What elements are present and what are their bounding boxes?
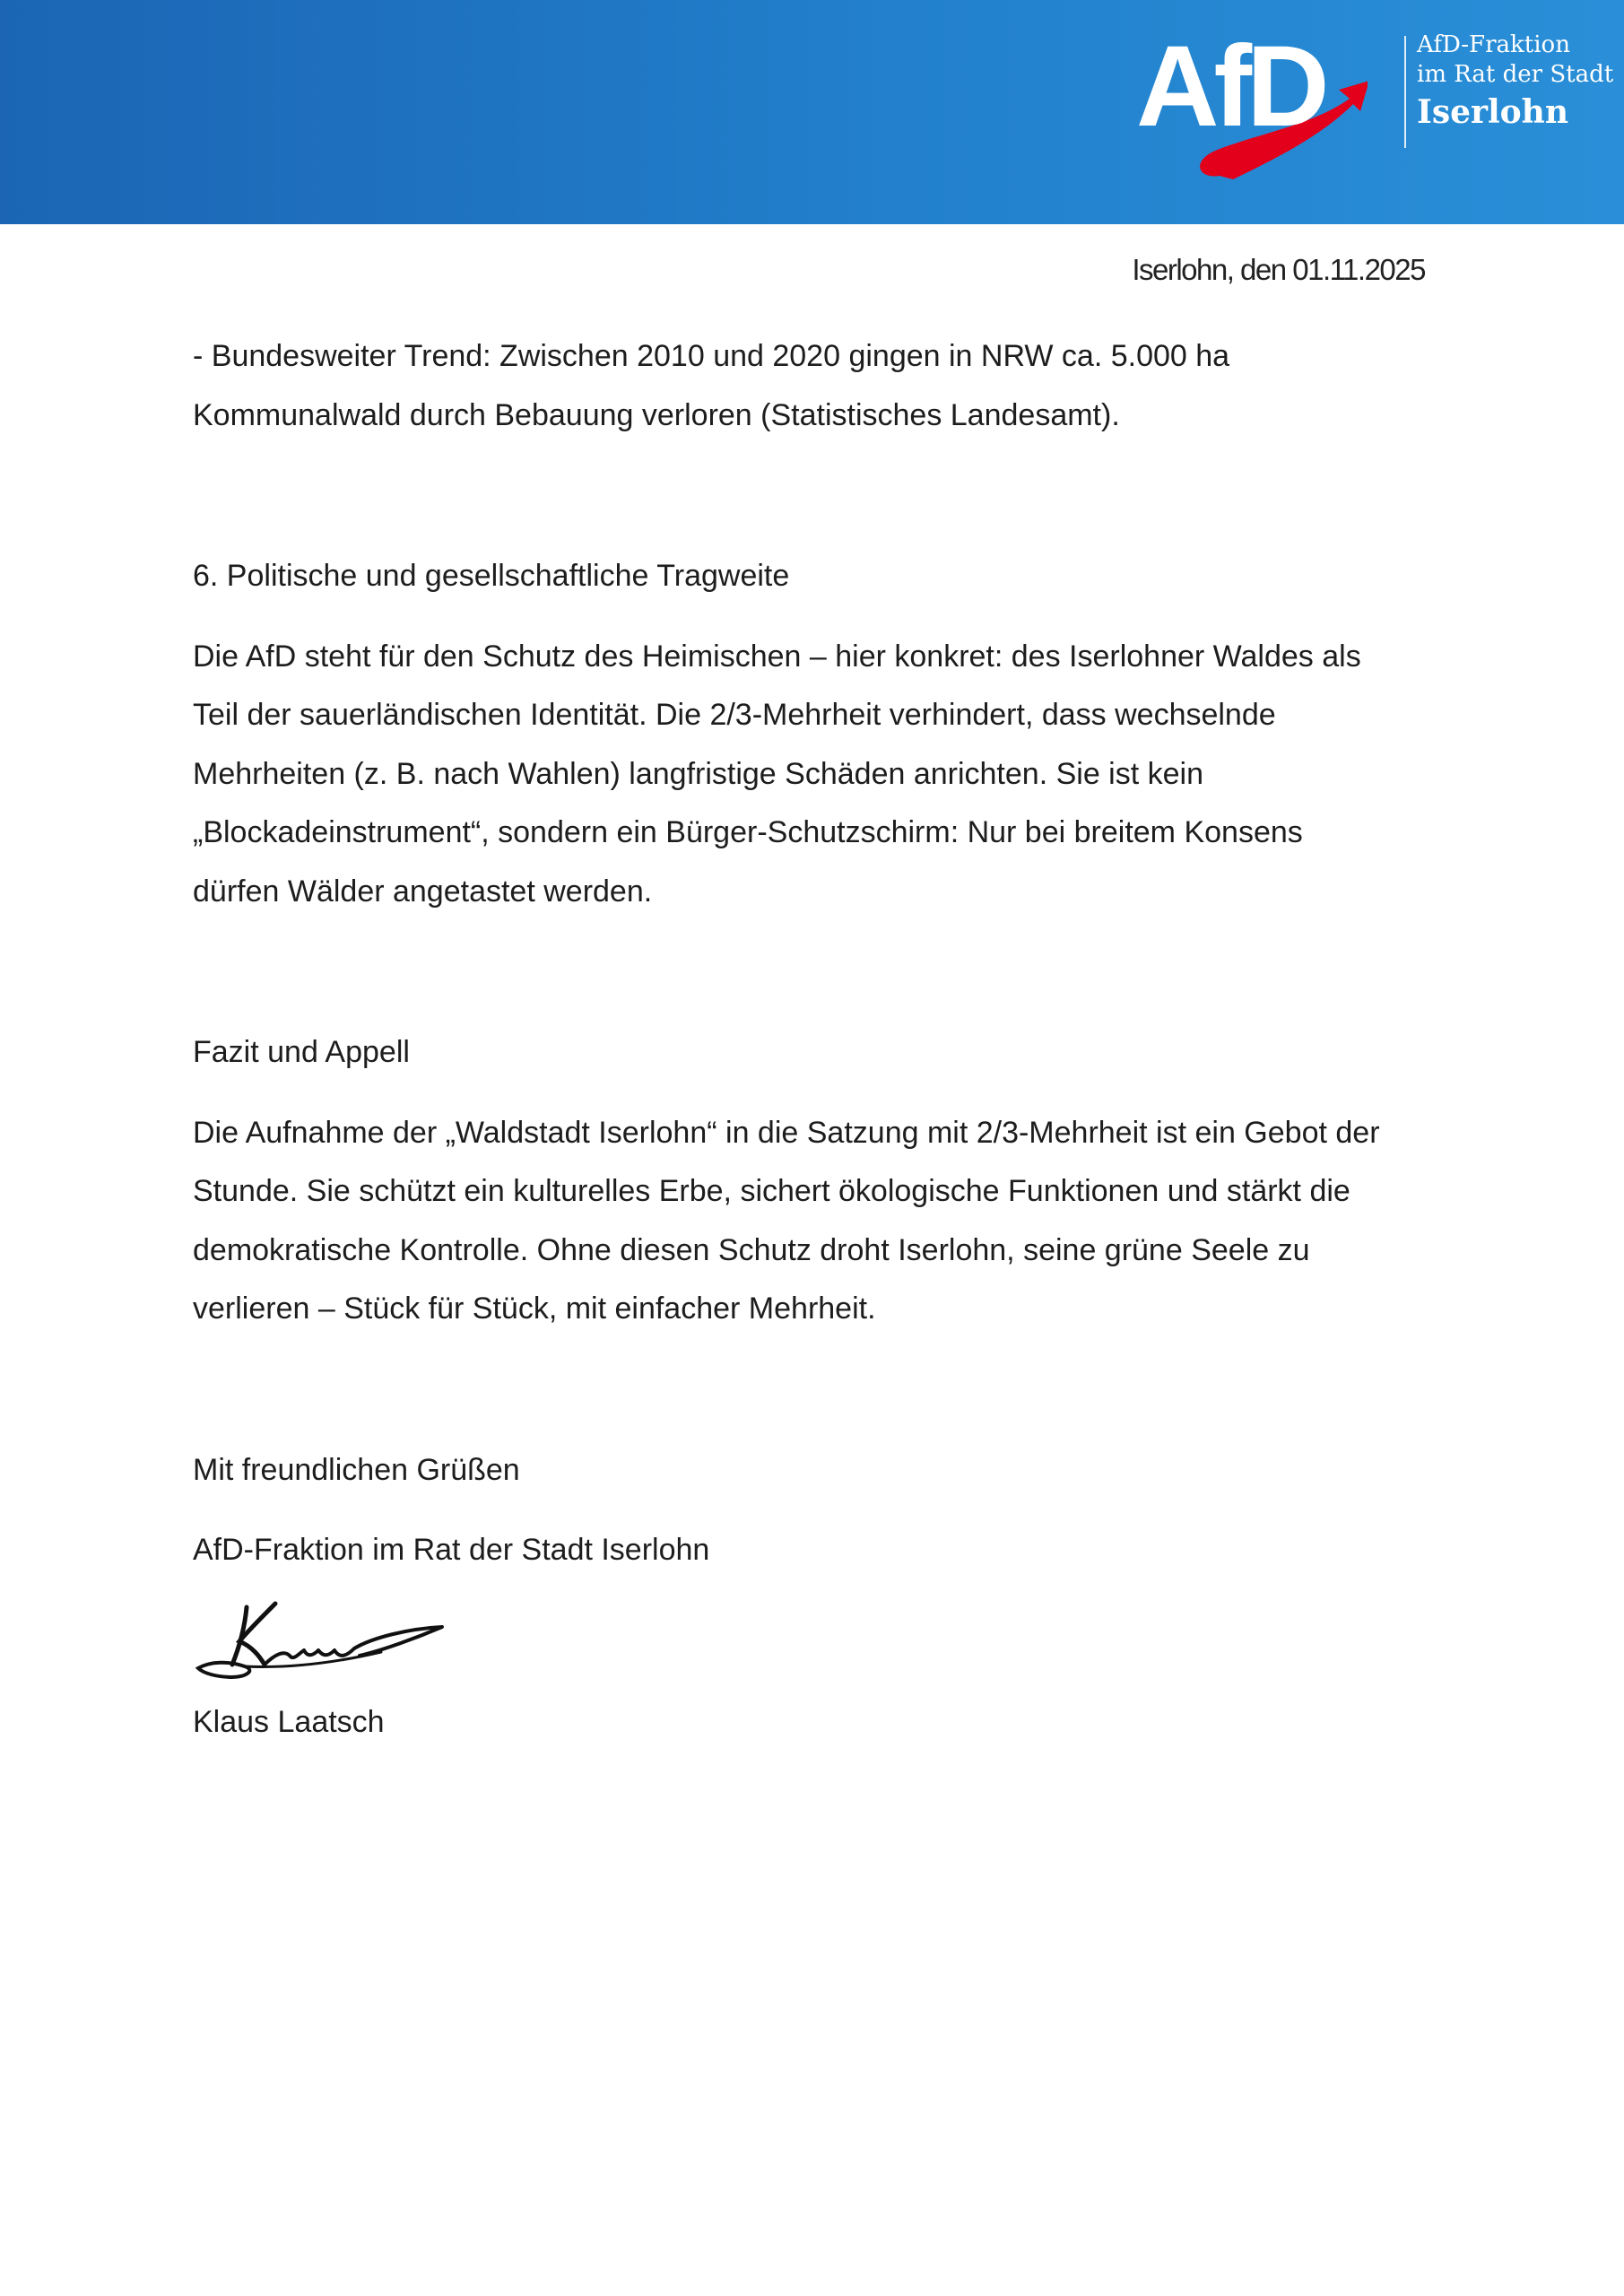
spacer (193, 921, 1448, 1023)
section-6-line: „Blockadeinstrument“, sondern ein Bürger-Schutzschirm: Nur bei breitem Konsens (193, 815, 1303, 849)
section-6-heading: 6. Politische und gesellschaftliche Tragweite (193, 559, 790, 593)
header-band (0, 0, 1624, 224)
signer-name: Klaus Laatsch (193, 1704, 385, 1739)
trend-line-2: Kommunalwald durch Bebauung verloren (Statistisches Landesamt). (193, 397, 1120, 432)
afd-logo (1134, 25, 1368, 196)
logo-caption-line2: im Rat der Stadt (1417, 60, 1614, 88)
logo-caption-line1: AfD-Fraktion (1417, 31, 1570, 58)
fazit-line: demokratische Kontrolle. Ohne diesen Schutz droht Iserlohn, seine grüne Seele zu (193, 1232, 1310, 1267)
spacer (193, 606, 1448, 628)
spacer (193, 1339, 1448, 1441)
fazit-heading: Fazit und Appell (193, 1035, 410, 1069)
logo-caption-city: Iserlohn (1417, 93, 1569, 131)
logo-divider (1404, 36, 1406, 148)
section-6-line: Mehrheiten (z. B. nach Wahlen) langfristige Schäden anrichten. Sie ist kein (193, 756, 1203, 791)
spacer (193, 1083, 1448, 1104)
spacer (193, 1500, 1448, 1521)
section-6-line: dürfen Wälder angetastet werden. (193, 874, 653, 909)
trend-line-1: - Bundesweiter Trend: Zwischen 2010 und 2020 gingen in NRW ca. 5.000 ha (193, 339, 1230, 373)
letter-body (193, 327, 1448, 1752)
fazit-line: Die Aufnahme der „Waldstadt Iserlohn“ in die Satzung mit 2/3-Mehrheit ist ein Gebot der (193, 1115, 1380, 1150)
fazit-line: Stunde. Sie schützt ein kulturelles Erbe, sichert ökologische Funktionen und stärkt die (193, 1174, 1350, 1208)
sender-organization: AfD-Fraktion im Rat der Stadt Iserlohn (193, 1533, 710, 1567)
closing-salutation: Mit freundlichen Grüßen (193, 1452, 520, 1487)
logo-wordmark: AfD (1136, 25, 1324, 151)
fazit-line: verlieren – Stück für Stück, mit einfacher Mehrheit. (193, 1292, 876, 1326)
logo-caption (1417, 30, 1613, 133)
section-6-line: Die AfD steht für den Schutz des Heimischen – hier konkret: des Iserlohner Waldes als (193, 639, 1361, 674)
section-6-line: Teil der sauerländischen Identität. Die 2/3-Mehrheit verhindert, dass wechselnde (193, 698, 1276, 732)
handwritten-signature (193, 1591, 462, 1690)
spacer (193, 445, 1448, 547)
letter-date: Iserlohn, den 01.11.2025 (1132, 253, 1425, 286)
